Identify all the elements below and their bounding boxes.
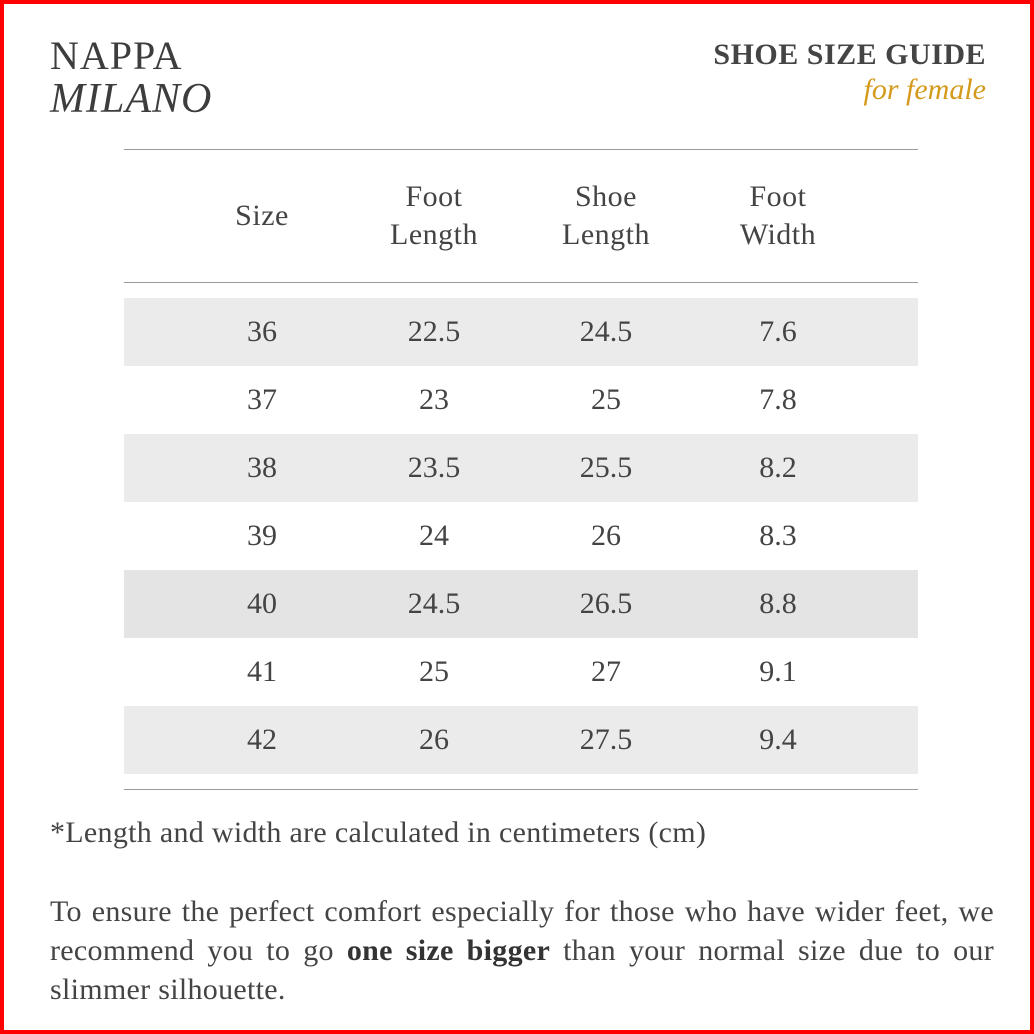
cell-size: 39 (247, 519, 277, 552)
cell-size: 38 (247, 451, 277, 484)
header-foot-width (692, 178, 864, 254)
cell-foot-width: 8.8 (759, 587, 797, 620)
cell-shoe-length: 26 (591, 519, 621, 552)
guide-title: SHOE SIZE GUIDE (713, 38, 986, 71)
table-row (124, 502, 918, 570)
table-row (124, 706, 918, 774)
cell-foot-length: 24 (419, 519, 449, 552)
cell-shoe-length: 27.5 (579, 723, 633, 756)
header-foot-length-line2: Length (390, 218, 478, 251)
cell-foot-width: 9.4 (759, 723, 797, 756)
cell-size: 36 (247, 315, 277, 348)
table-row (124, 434, 918, 502)
cell-size: 42 (247, 723, 277, 756)
header-shoe-length (520, 178, 692, 254)
fit-recommendation (50, 892, 994, 1009)
table-bottom-rule (124, 789, 918, 790)
cell-foot-length: 23.5 (407, 451, 461, 484)
cell-shoe-length: 25 (591, 383, 621, 416)
cell-foot-length: 23 (419, 383, 449, 416)
cell-foot-width: 8.3 (759, 519, 797, 552)
cell-foot-width: 8.2 (759, 451, 797, 484)
recommendation-emphasis: one size bigger (346, 934, 551, 967)
table-row (124, 638, 918, 706)
cell-size: 37 (247, 383, 277, 416)
cell-size: 41 (247, 655, 277, 688)
table-row (124, 298, 918, 366)
table-body (124, 298, 918, 774)
header-shoe-length-line2: Length (562, 218, 650, 251)
cell-foot-width: 7.8 (759, 383, 797, 416)
cell-foot-width: 7.6 (759, 315, 797, 348)
cell-shoe-length: 27 (591, 655, 621, 688)
header-foot-width-line1: Foot (749, 180, 807, 213)
cell-foot-length: 24.5 (407, 587, 461, 620)
cell-shoe-length: 25.5 (579, 451, 633, 484)
table-row (124, 570, 918, 638)
table-row (124, 366, 918, 434)
header-size (176, 197, 348, 235)
recommendation-text-end: than your normal size due to our slimmer silhouette. (50, 934, 994, 1006)
table-header-rule (124, 282, 918, 283)
recommendation-text-start: To ensure the perfect comfort especially for those who have wider feet, we recommend you to go (50, 895, 994, 967)
cell-foot-width: 9.1 (759, 655, 797, 688)
brand-name-line1: NAPPA (50, 33, 183, 78)
brand-name-line2: MILANO (50, 76, 213, 122)
header-foot-length (348, 178, 520, 254)
cell-shoe-length: 24.5 (579, 315, 633, 348)
header-size-label: Size (235, 199, 289, 232)
cell-foot-length: 25 (419, 655, 449, 688)
guide-heading (713, 38, 986, 109)
guide-subtitle: for female (863, 73, 986, 106)
units-note: *Length and width are calculated in centimeters (cm) (50, 816, 707, 849)
header-shoe-length-line1: Shoe (575, 180, 637, 213)
cell-shoe-length: 26.5 (579, 587, 633, 620)
header-foot-length-line1: Foot (405, 180, 463, 213)
table-header (124, 150, 918, 282)
size-table (124, 149, 918, 790)
cell-size: 40 (247, 587, 277, 620)
header-foot-width-line2: Width (739, 218, 817, 251)
brand-logo (50, 33, 213, 122)
cell-foot-length: 22.5 (407, 315, 461, 348)
cell-foot-length: 26 (419, 723, 449, 756)
